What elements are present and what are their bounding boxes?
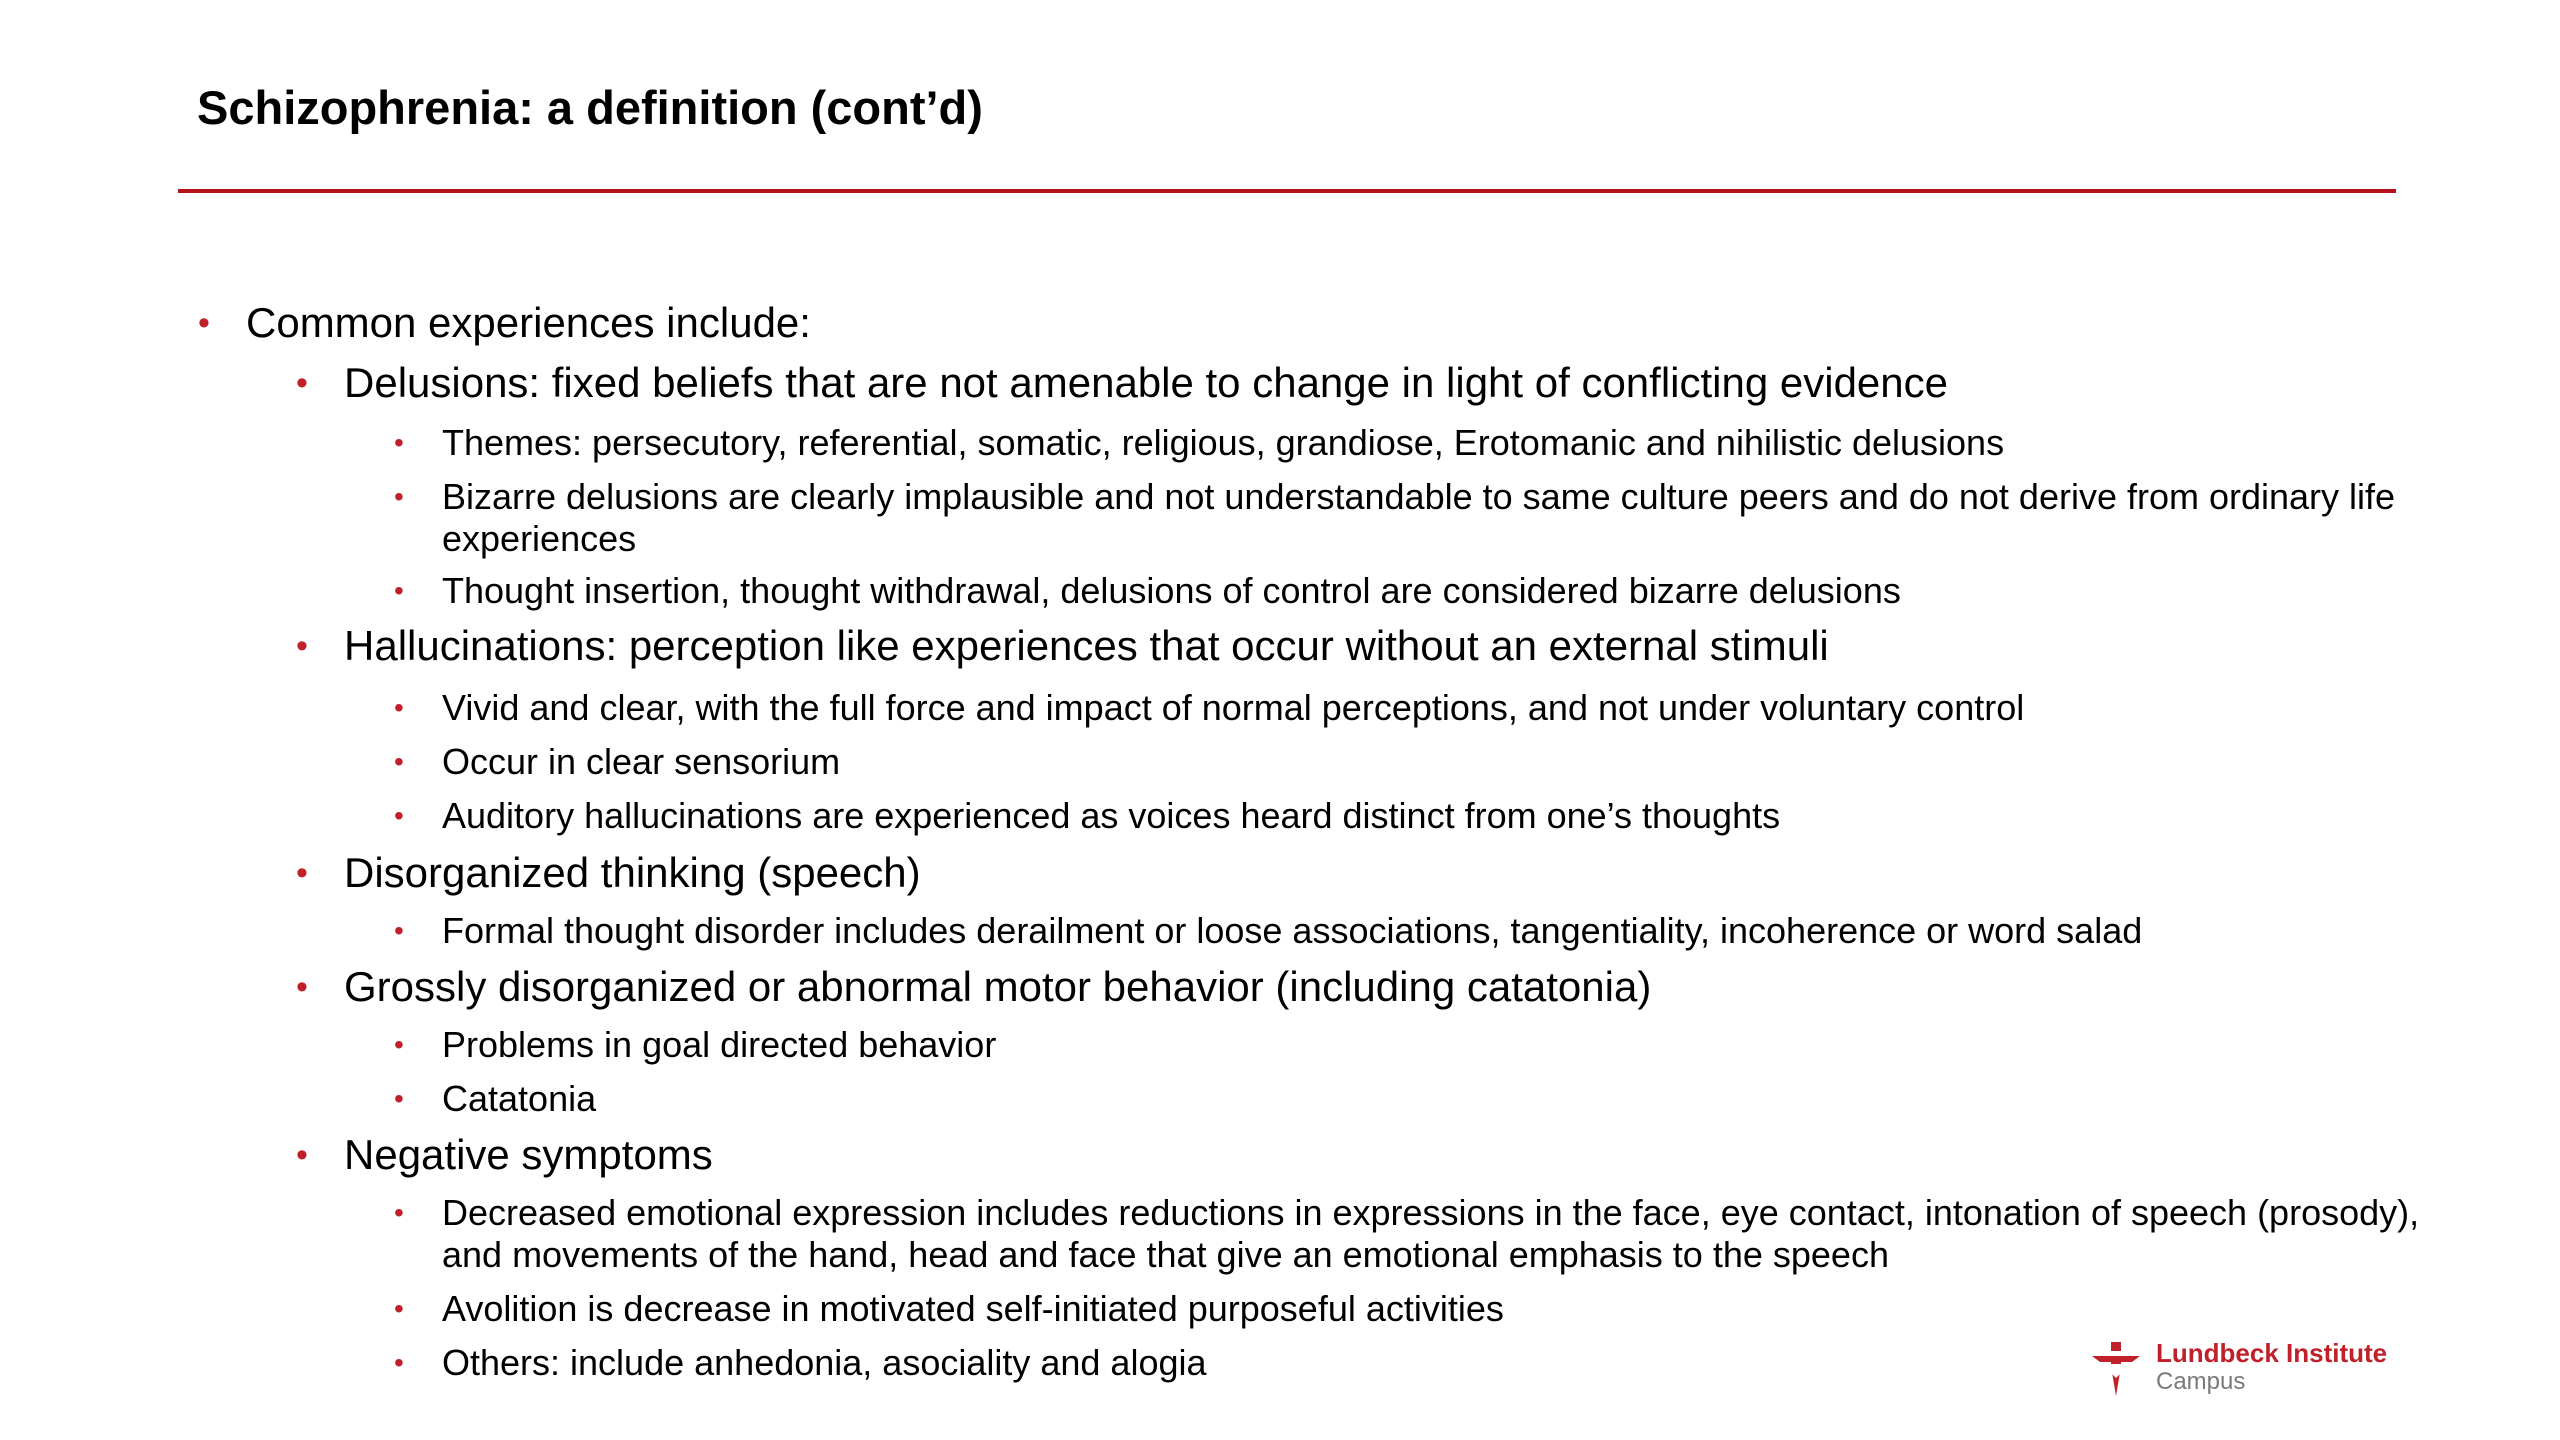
bullet-text: Themes: persecutory, referential, somatic, religious, grandiose, Erotomanic and nihilistic delusions — [442, 422, 2005, 463]
bullet-item-level-1 — [198, 299, 2346, 346]
bullet-item-level-2 — [296, 963, 2444, 1010]
bullet-marker: • — [394, 692, 404, 723]
lundbeck-logo — [2088, 1338, 2408, 1398]
bullet-marker: • — [296, 968, 308, 1006]
bullet-text: Grossly disorganized or abnormal motor behavior (including catatonia) — [344, 963, 1652, 1010]
bullet-text: Formal thought disorder includes derailment or loose associations, tangentiality, incoherence or word salad — [442, 910, 2143, 951]
bullet-text: Others: include anhedonia, asociality and alogia — [442, 1342, 1207, 1383]
bullet-text: Delusions: fixed beliefs that are not amenable to change in light of conflicting evidence — [344, 359, 1948, 406]
bullet-text: Avolition is decrease in motivated self-initiated purposeful activities — [442, 1288, 1504, 1329]
bullet-item-level-3 — [394, 422, 2432, 464]
title-divider — [178, 189, 2396, 193]
bullet-item-level-3 — [394, 910, 2432, 952]
bullet-marker: • — [394, 1293, 404, 1324]
bullet-text: Hallucinations: perception like experiences that occur without an external stimuli — [344, 622, 1829, 669]
bullet-marker: • — [198, 304, 210, 342]
bullet-item-level-3 — [394, 570, 2432, 612]
bullet-marker: • — [296, 1136, 308, 1174]
bullet-marker: • — [394, 915, 404, 946]
bullet-marker: • — [394, 800, 404, 831]
bullet-item-level-3 — [394, 741, 2432, 783]
bullet-marker: • — [394, 481, 404, 512]
bullet-item-level-2 — [296, 359, 2444, 406]
bullet-marker: • — [394, 1197, 404, 1228]
bullet-item-level-3 — [394, 1288, 2432, 1330]
bullet-text: Auditory hallucinations are experienced as voices heard distinct from one’s thoughts — [442, 795, 1781, 836]
slide-title: Schizophrenia: a definition (cont’d) — [197, 81, 983, 134]
bullet-text: Vivid and clear, with the full force and impact of normal perceptions, and not under voluntary control — [442, 687, 2025, 728]
logo-subtitle: Campus — [2156, 1368, 2246, 1395]
lundbeck-logo-icon — [2088, 1342, 2144, 1398]
bullet-text: Negative symptoms — [344, 1131, 713, 1178]
bullet-text: Catatonia — [442, 1078, 597, 1119]
bullet-marker: • — [296, 364, 308, 402]
bullet-marker: • — [394, 1083, 404, 1114]
bullet-marker: • — [296, 854, 308, 892]
bullet-marker: • — [394, 746, 404, 777]
bullet-item-level-2 — [296, 1131, 2444, 1178]
bullet-text: Decreased emotional expression includes reductions in expressions in the face, eye contact, intonation of speech (prosody), and movements of the hand, head and face that give an emotional emphasis to the speech — [442, 1192, 2420, 1275]
bullet-item-level-3 — [394, 795, 2432, 837]
bullet-text: Problems in goal directed behavior — [442, 1024, 997, 1065]
bullet-marker: • — [394, 427, 404, 458]
bullet-marker: • — [394, 1029, 404, 1060]
bullet-text: Thought insertion, thought withdrawal, delusions of control are considered bizarre delusions — [442, 570, 1901, 611]
bullet-marker: • — [394, 1347, 404, 1378]
bullet-text: Common experiences include: — [246, 299, 811, 346]
bullet-item-level-3 — [394, 1024, 2432, 1066]
logo-name: Lundbeck Institute — [2156, 1338, 2388, 1368]
bullet-item-level-2 — [296, 622, 2444, 669]
bullet-marker: • — [296, 627, 308, 665]
bullet-text: Bizarre delusions are clearly implausible and not understandable to same culture peers and do not derive from ordinary life experiences — [442, 476, 2396, 559]
bullet-item-level-3 — [394, 687, 2432, 729]
bullet-item-level-2 — [296, 849, 2444, 896]
bullet-item-level-3 — [394, 476, 2432, 560]
bullet-text: Disorganized thinking (speech) — [344, 849, 921, 896]
bullet-item-level-3 — [394, 1078, 2432, 1120]
bullet-item-level-3 — [394, 1192, 2432, 1276]
bullet-text: Occur in clear sensorium — [442, 741, 841, 782]
bullet-marker: • — [394, 575, 404, 606]
